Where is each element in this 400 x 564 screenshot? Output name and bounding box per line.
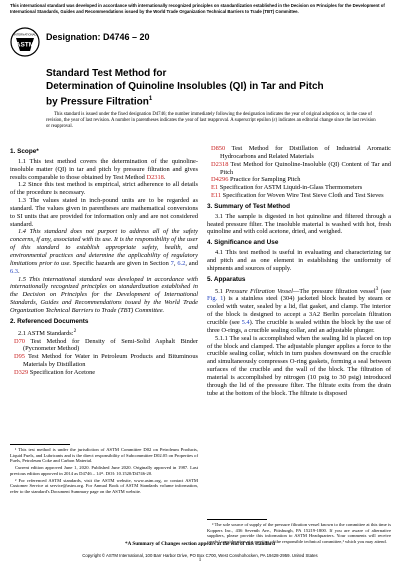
reference-link[interactable]: D850 [211,145,226,152]
document-title [46,68,346,109]
title-line-2: Determination of Quinoline Insolubles (QI) in Tar and Pitch [46,80,324,92]
title-line-3: by Pressure Filtration$^1$ [46,96,153,108]
reference-item: D95 Test Method for Water in Petroleum Products and Bituminous Materials by Distillation [14,353,198,369]
title-line-1: Standard Test Method for [46,68,167,79]
paragraph-1-5: 1.5 This international standard was developed in accordance with internationally recognized principles on standardization established in the Decision on Principles for the Development of International Standards, Guides and Recommendations issued by the World Trade Organization Technical Barriers to Trade (TBT) Committee. [10,275,198,314]
svg-text:ASTM: ASTM [15,41,35,49]
reference-link[interactable]: D4296 [211,176,229,184]
reference-item: E1 Specification for ASTM Liquid-in-Glass Thermometers [211,184,363,192]
reference-item: D329 Specification for Acetone [14,368,96,376]
paragraph-5-1: 5.1 Pressure Filtration Vessel—The pressure filtration vessel$^3$ (see Fig. 1) is a stainless steel (304) jacketed block heated by steam or cooled with water, sealed by a lid, flat gasket, and clamp. The interior of the block is designed to accept a 3A2 Berlin porcelain filtration crucible (see 5.4). The crucible is sealed within the block by the use of three O-rings, a crucible sealing collar, and an adjustable plunger. [207,285,391,334]
reference-list-right [207,145,391,200]
title-footnote-mark: 1 [148,96,153,102]
left-column [10,145,198,377]
reference-item: D850 Test Method for Distillation of Industrial Aromatic Hydrocarbons and Related Materials [211,145,391,160]
footnote-2: ² For referenced ASTM standards, visit the ASTM website, www.astm.org, or contact ASTM Customer Service at service@astm.org. For Annual Book of ASTM Standards volume information, refer to the standard's Document Summary page on the ASTM website. [10,477,198,494]
footnotes-left [10,447,198,496]
astm-logo-icon [10,27,40,57]
link-section-6-3[interactable]: 6.3 [10,267,18,275]
paragraph-1-4: 1.4 This standard does not purport to address all of the safety concerns, if any, associated with its use. It is the responsibility of the user of this standard to establish appropriate safety, health, and environmental practices and determine the applicability of regulatory limitations prior to use. Specific hazards are given in Section 7, 6.2, and 6.3. [10,228,198,275]
section-heading-apparatus: 5. Apparatus [207,275,246,283]
paragraph-1-3: 1.3 The values stated in inch-pound units are to be regarded as standard. The values given in parentheses are mathematical conversions to SI units that are provided for information only and are not considered standard. [10,197,198,228]
footnote-divider-right [207,519,267,520]
summary-of-changes-notice: *A Summary of Changes section appears at the end of this standard [124,541,275,547]
reference-link[interactable]: E11 [211,192,222,200]
copyright-line: Copyright © ASTM International, 100 Barr Harbor Drive, PO Box C700, West Conshohocken, PA 19428-2959. United States [82,553,318,558]
right-column [207,145,391,397]
link-section-7[interactable]: 7 [170,259,174,267]
reference-link[interactable]: D2318 [211,160,229,168]
footnote-1-edition: Current edition approved June 1, 2020. Published June 2020. Originally approved in 1987. Last previous edition approved in 2014 as D4746 – 14ᵉ¹. DOI: 10.1520/D4746-20. [10,465,198,476]
issued-statement: This standard is issued under the fixed designation D4746; the number immediately following the designation indicates the year of original adoption or, in the case of revision, the year of last revision. A number in parentheses indicates the year of last reapproval. A superscript epsilon (ε) indicates an editorial change since the last revision or reapproval. [46,112,376,130]
footnote-1: ¹ This test method is under the jurisdiction of ASTM Committee D02 on Petroleum Products, Liquid Fuels, and Lubricants and is the direct responsibility of Subcommittee D02.05 on Properties of Fuels, Petroleum Coke and Carbon Material. [10,447,198,464]
reference-item: D2318 Test Method for Quinoline-Insoluble (QI) Content of Tar and Pitch [211,160,391,176]
section-heading-scope: 1. Scope* [10,148,39,155]
link-figure-1[interactable]: Fig. 1 [207,295,224,303]
paragraph-5-1-1: 5.1.1 The seal is accomplished when the sealing lid is placed on top of the block and clamped. The adjustable plunger applies a force to the crucible sealing collar, which in turn pushes downward on the crucible and simultaneously compresses O-ring gaskets, forming a seal between surfaces of the crucible and the wall of the block. The filtration of material is accomplished by nitrogen (10 psig to 30 psig) introduced through the lid of the pressure filter. The filtrate exits from the drain tube at the bottom of the block. The filtrate is disposed [207,334,391,397]
reference-item: D70 Test Method for Density of Semi-Solid Asphalt Binder (Pycnometer Method) [14,337,198,353]
link-section-5-4[interactable]: 5.4 [241,319,250,326]
reference-link[interactable]: D70 [14,337,26,345]
intl-standard-notice: This international standard was developed in accordance with internationally recognized principles on standardization established in the Decision on Principles for the Development of International Standards, Guides and Recommendations issued by the World Trade Organization Technical Barriers to Trade (TBT) Committee. [10,3,385,14]
reference-item: E11 Specification for Woven Wire Test Sieve Cloth and Test Sieves [211,192,384,200]
paragraph-3-1: 3.1 The sample is digested in hot quinoline and filtered through a heated pressure filter. The insoluble material is washed with hot, fresh quinoline and with cold acetone, dried, and weighed. [207,212,391,236]
reference-link[interactable]: D95 [14,353,26,361]
link-section-6-2[interactable]: 6.2 [177,259,186,267]
paragraph-4-1: 4.1 This test method is useful in evaluating and characterizing tar and pitch and as one element in establishing the uniformity of shipments and sources of supply. [207,249,391,272]
reference-link[interactable]: E1 [211,184,219,192]
paragraph-2-1: 2.1 ASTM Standards:$^2$ [18,327,77,337]
section-heading-significance: 4. Significance and Use [207,239,279,247]
footnote-divider-left [10,444,70,445]
reference-link[interactable]: D329 [14,368,29,376]
section-heading-referenced-documents: 2. Referenced Documents [10,317,89,325]
logo-text: INTERNATIONAL [13,32,37,37]
page-number: 1 [198,558,202,563]
footnote-3: ³ The sole source of supply of the pressure filtration vessel known to the committee at this time is Koppers Inc., 436 Seventh Ave., Pittsburgh, PA 15219-1800. If you are aware of alternative suppliers, please provide this information to ASTM Headquarters. Your comments will receive careful consideration at a meeting of the responsible technical committee,¹ which you may attend. [207,522,391,545]
paragraph-1-1: 1.1 This test method covers the determination of the quinoline-insoluble matter (QI) in tar and pitch by pressure filtration and gives results comparable to those obtained by Test Method D2318. [10,157,198,181]
reference-list-left [10,338,198,377]
designation: Designation: D4746 – 20 [46,32,150,42]
reference-item: D4296 Practice for Sampling Pitch [211,176,301,184]
section-heading-summary: 3. Summary of Test Method [207,202,290,210]
paragraph-1-2: 1.2 Since this test method is empirical, strict adherence to all details of the procedure is necessary. [10,181,198,197]
link-d2318[interactable]: D2318 [146,173,164,181]
